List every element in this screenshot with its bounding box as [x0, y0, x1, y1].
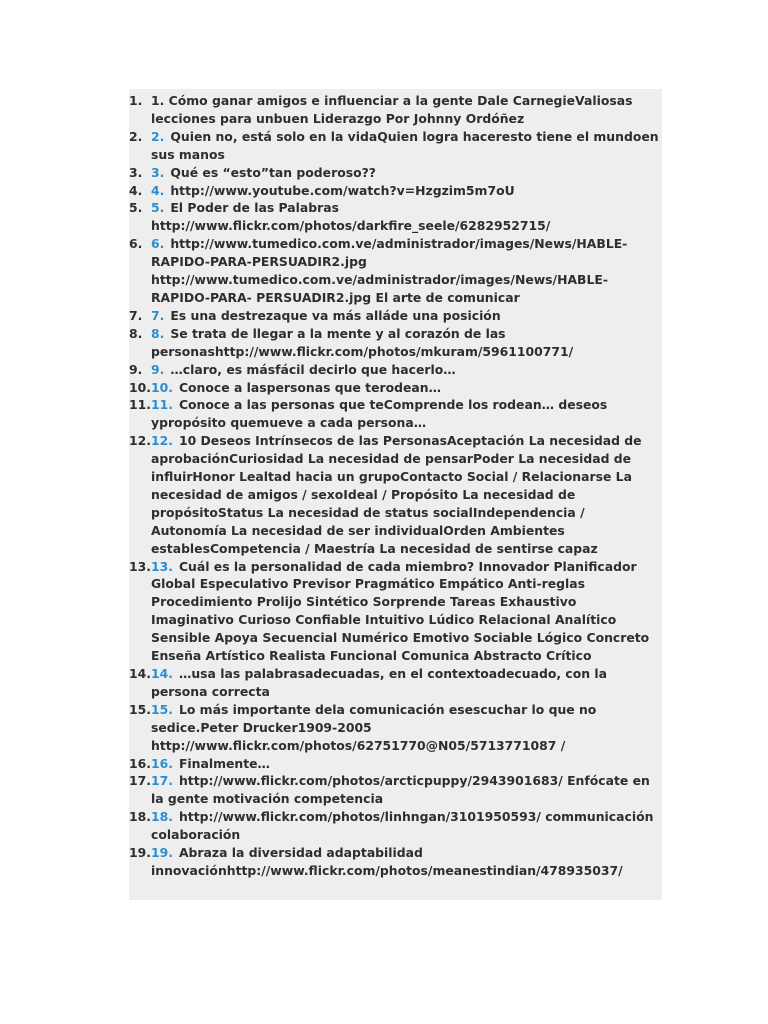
list-number: 9.	[129, 361, 143, 377]
list-number: 11.	[129, 397, 151, 413]
list-number: 5.	[129, 200, 143, 216]
list-item-text: Qué es “esto”tan poderoso??	[170, 164, 376, 180]
list-item	[129, 164, 662, 182]
list-item-text: Lo más importante dela comunicación esescuchar lo que no sedice.Peter Drucker1909-2005 http://www.flickr.com/photos/62751770@N05/5713771087 /	[151, 701, 597, 753]
list-number: 18.	[129, 809, 151, 825]
list-item-text: Conoce a laspersonas que terodean…	[178, 379, 441, 395]
list-item	[129, 182, 662, 200]
list-item	[129, 92, 662, 128]
slide-number-link[interactable]: 7.	[151, 307, 165, 323]
list-item-text: Cuál es la personalidad de cada miembro? Innovador Planificador Global Especulativo Previsor Pragmático Empático Anti-reglas Procedimiento Prolijo Sintético Sorprende Tareas Exhaustivo Imaginativo Curioso Confiable Intuitivo Lúdico Relacional Analítico Sensible Apoya Secuencial Numérico Emotivo Sociable Lógico Concreto Enseña Artístico Realista Funcional Comunica Abstracto Crítico	[151, 558, 650, 664]
list-item-text: Abraza la diversidad adaptabilidad innovaciónhttp://www.flickr.com/photos/meanestindian/478935037/	[151, 845, 623, 878]
slide-number-link[interactable]: 9.	[151, 361, 165, 377]
slide-number-link[interactable]: 12.	[151, 433, 173, 449]
list-item-text: Es una destrezaque va más alládе una posición	[170, 307, 501, 323]
list-number: 15.	[129, 701, 151, 717]
slide-number-link[interactable]: 5.	[151, 200, 165, 216]
list-item	[129, 432, 662, 557]
list-item	[129, 307, 662, 325]
list-number: 13.	[129, 558, 151, 574]
slide-number-link[interactable]: 4.	[151, 182, 165, 198]
list-item-text: Se trata de llegar a la mente y al corazón de las personashttp://www.flickr.com/photos/mkuram/5961100771/	[151, 325, 574, 359]
list-item-text: …usa las palabrasadecuadas, en el contextoadecuado, con la persona correcta	[151, 666, 607, 699]
list-item-text: Conoce a las personas que teComprende los rodean… deseos ypropósito quemueve a cada persona…	[151, 397, 608, 431]
list-number: 4.	[129, 182, 143, 198]
list-number: 2.	[129, 128, 143, 144]
list-item	[129, 844, 662, 880]
list-item	[129, 235, 662, 307]
list-number: 17.	[129, 773, 151, 789]
slide-number-link[interactable]: 16.	[151, 755, 173, 771]
list-item	[129, 665, 662, 701]
list-item-text: http://www.flickr.com/photos/linhngan/3101950593/ communicación colaboración	[151, 809, 654, 843]
list-item-text: El Poder de las Palabras http://www.flickr.com/photos/darkfire_seele/6282952715/	[151, 200, 551, 234]
list-number: 7.	[129, 307, 143, 323]
list-item-text: 10 Deseos Intrínsecos de las PersonasAceptación La necesidad de aprobaciónCuriosidad La necesidad de pensarPoder La necesidad de influirHonor Lealtad hacia un grupoContacto Social / Relacionarse La necesidad de amigos / sexoIdeal / Propósito La necesidad de propósitoStatus La necesidad de status socialIndependencia / Autonomía La necesidad de ser individualOrden Ambientes establesCompetencia / Maestría La necesidad de sentirse capaz	[151, 433, 642, 556]
list-item	[129, 558, 662, 665]
slide-number-link[interactable]: 13.	[151, 558, 173, 574]
slide-number-link[interactable]: 2.	[151, 128, 165, 144]
list-number: 6.	[129, 236, 143, 252]
list-item	[129, 325, 662, 361]
slide-number-link[interactable]: 18.	[151, 809, 173, 825]
slide-number-link[interactable]: 8.	[151, 325, 165, 341]
list-item	[129, 755, 662, 773]
list-item	[129, 199, 662, 235]
slide-number-link[interactable]: 11.	[151, 397, 173, 413]
list-item-text: http://www.flickr.com/photos/arcticpuppy/2943901683/ Enfócate en la gente motivación competencia	[151, 773, 650, 807]
list-number: 14.	[129, 666, 151, 681]
slide-number-link[interactable]: 3.	[151, 164, 165, 180]
slide-number-link[interactable]: 14.	[151, 666, 173, 681]
slide-number-link[interactable]: 15.	[151, 701, 173, 717]
slide-number-link[interactable]: 6.	[151, 236, 165, 252]
list-item-text: Finalmente…	[178, 755, 270, 771]
list-item-text: http://www.youtube.com/watch?v=Hzgzim5m7oU	[170, 182, 515, 198]
list-item	[129, 772, 662, 808]
list-number: 8.	[129, 325, 143, 341]
list-item	[129, 379, 662, 397]
list-number: 12.	[129, 433, 151, 449]
list-item	[129, 701, 662, 755]
slide-number-link[interactable]: 10.	[151, 379, 173, 395]
list-item-text: Quien no, está solo en la vidaQuien logra haceresto tiene el mundoen sus manos	[151, 128, 659, 162]
list-item-text: 1. Cómo ganar amigos e influenciar a la gente Dale CarnegieValiosas lecciones para unbuen Liderazgo Por Johnny Ordóñez	[151, 93, 633, 126]
slide-number-link[interactable]: 19.	[151, 845, 173, 861]
list-item	[129, 808, 662, 844]
list-number: 19.	[129, 845, 151, 861]
list-item	[129, 128, 662, 164]
list-item-text: …claro, es másfácil decirlo que hacerlo…	[170, 361, 456, 377]
list-number: 1.	[129, 93, 143, 108]
list-item	[129, 361, 662, 379]
list-number: 10.	[129, 379, 151, 395]
list-number: 3.	[129, 164, 143, 180]
document-text-block	[129, 89, 662, 900]
list-item-text: http://www.tumedico.com.ve/administrador/images/News/HABLE-RAPIDO-PARA-PERSUADIR2.jpg http://www.tumedico.com.ve/administrador/images/News/HABLE-RAPIDO-PARA- PERSUADIR2.jpg El arte de comunicar	[151, 236, 628, 305]
list-number: 16.	[129, 755, 151, 771]
list-item	[129, 396, 662, 432]
slide-number-link[interactable]: 17.	[151, 773, 173, 789]
